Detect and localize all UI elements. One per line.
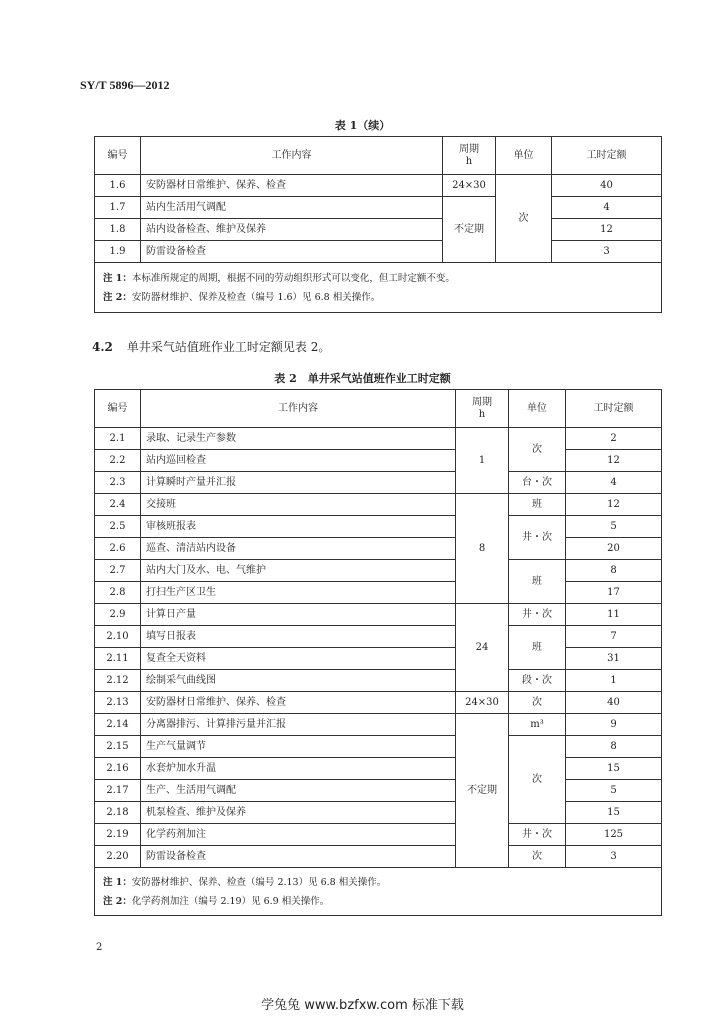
table-row [95, 241, 662, 263]
row-period: 24 [456, 604, 509, 692]
row-quota: 4 [552, 197, 662, 219]
row-unit: m³ [509, 714, 566, 736]
header-id: 编号 [95, 137, 141, 175]
row-unit: 次 [509, 428, 566, 472]
row-id: 2.15 [95, 736, 141, 758]
row-quota: 5 [566, 516, 662, 538]
row-content: 生产气量调节 [141, 736, 456, 758]
row-quota: 125 [566, 824, 662, 846]
row-quota: 31 [566, 648, 662, 670]
row-unit: 次 [509, 736, 566, 824]
row-id: 2.6 [95, 538, 141, 560]
table-row [95, 736, 662, 758]
header-period: 周期 h [443, 137, 496, 175]
table-row [95, 538, 662, 560]
row-id: 1.8 [95, 219, 141, 241]
table-row [95, 428, 662, 450]
row-unit: 班 [509, 560, 566, 604]
table-row [95, 780, 662, 802]
row-id: 2.13 [95, 692, 141, 714]
table-row [95, 846, 662, 868]
row-quota: 12 [552, 219, 662, 241]
table1 [94, 136, 662, 313]
table-row [95, 648, 662, 670]
table-header-row [95, 390, 662, 428]
row-unit: 段・次 [509, 670, 566, 692]
row-id: 2.5 [95, 516, 141, 538]
row-id: 2.9 [95, 604, 141, 626]
row-quota: 12 [566, 450, 662, 472]
row-content: 绘制采气曲线图 [141, 670, 456, 692]
row-quota: 20 [566, 538, 662, 560]
table-row [95, 450, 662, 472]
row-content: 站内设备检查、维护及保养 [141, 219, 443, 241]
row-content: 填写日报表 [141, 626, 456, 648]
header-unit: 单位 [509, 390, 566, 428]
note-1: 注 1：安防器材维护、保养、检查（编号 2.13）见 6.8 相关操作。 [103, 876, 387, 888]
table-row [95, 758, 662, 780]
row-period: 1 [456, 428, 509, 494]
table-row [95, 197, 662, 219]
table-row [95, 604, 662, 626]
row-unit: 次 [509, 692, 566, 714]
row-period: 24×30 [456, 692, 509, 714]
row-id: 2.19 [95, 824, 141, 846]
row-quota: 3 [552, 241, 662, 263]
section-number: 4.2 [92, 340, 113, 354]
row-period: 8 [456, 494, 509, 604]
row-content: 安防器材日常维护、保养、检查 [141, 175, 443, 197]
row-content: 交接班 [141, 494, 456, 516]
row-quota: 17 [566, 582, 662, 604]
row-period: 不定期 [456, 714, 509, 868]
table1-caption: 表 1（续） [334, 119, 391, 132]
row-quota: 7 [566, 626, 662, 648]
row-quota: 8 [566, 736, 662, 758]
table-row [95, 175, 662, 197]
row-unit: 班 [509, 626, 566, 670]
row-id: 2.16 [95, 758, 141, 780]
row-quota: 9 [566, 714, 662, 736]
row-unit: 井・次 [509, 516, 566, 560]
row-content: 计算瞬时产量并汇报 [141, 472, 456, 494]
row-quota: 15 [566, 802, 662, 824]
row-unit: 台・次 [509, 472, 566, 494]
row-quota: 1 [566, 670, 662, 692]
row-quota: 3 [566, 846, 662, 868]
row-content: 生产、生活用气调配 [141, 780, 456, 802]
row-id: 2.3 [95, 472, 141, 494]
header-content: 工作内容 [141, 390, 456, 428]
row-content: 防雷设备检查 [141, 241, 443, 263]
notes-cell [95, 868, 662, 916]
header-quota: 工时定额 [566, 390, 662, 428]
row-content: 机泵检查、维护及保养 [141, 802, 456, 824]
row-content: 复查全天资料 [141, 648, 456, 670]
row-content: 站内大门及水、电、气维护 [141, 560, 456, 582]
table-row [95, 560, 662, 582]
header-id: 编号 [95, 390, 141, 428]
table2 [94, 389, 662, 916]
table-row [95, 219, 662, 241]
row-id: 2.2 [95, 450, 141, 472]
table2-notes [95, 868, 662, 916]
row-unit: 次 [496, 175, 552, 263]
row-id: 2.7 [95, 560, 141, 582]
row-unit: 井・次 [509, 604, 566, 626]
row-content: 审核班报表 [141, 516, 456, 538]
row-id: 2.18 [95, 802, 141, 824]
row-content: 打扫生产区卫生 [141, 582, 456, 604]
row-id: 2.17 [95, 780, 141, 802]
table-row [95, 626, 662, 648]
row-content: 巡查、清洁站内设备 [141, 538, 456, 560]
row-unit: 班 [509, 494, 566, 516]
table-row [95, 582, 662, 604]
row-content: 水套炉加水升温 [141, 758, 456, 780]
row-id: 2.14 [95, 714, 141, 736]
table-row [95, 692, 662, 714]
row-unit: 井・次 [509, 824, 566, 846]
row-content: 防雷设备检查 [141, 846, 456, 868]
row-content: 分离器排污、计算排污量并汇报 [141, 714, 456, 736]
section-4-2 [92, 338, 330, 355]
row-id: 2.4 [95, 494, 141, 516]
table-row [95, 802, 662, 824]
row-quota: 15 [566, 758, 662, 780]
table-row [95, 516, 662, 538]
row-id: 2.1 [95, 428, 141, 450]
table1-notes [95, 263, 662, 313]
footer-watermark: 学兔兔 www.bzfxw.com 标准下载 [261, 998, 464, 1013]
row-quota: 40 [566, 692, 662, 714]
header-content: 工作内容 [141, 137, 443, 175]
row-id: 2.11 [95, 648, 141, 670]
row-period: 不定期 [443, 197, 496, 263]
row-quota: 4 [566, 472, 662, 494]
row-unit: 次 [509, 846, 566, 868]
note-2: 注 2：安防器材维护、保养及检查（编号 1.6）见 6.8 相关操作。 [103, 291, 381, 303]
row-quota: 5 [566, 780, 662, 802]
row-content: 站内生活用气调配 [141, 197, 443, 219]
table-row [95, 472, 662, 494]
row-id: 1.9 [95, 241, 141, 263]
header-quota: 工时定额 [552, 137, 662, 175]
note-1: 注 1：本标准所规定的周期，根据不同的劳动组织形式可以变化，但工时定额不变。 [103, 272, 455, 284]
table-header-row [95, 137, 662, 175]
row-quota: 8 [566, 560, 662, 582]
row-content: 录取、记录生产参数 [141, 428, 456, 450]
table2-caption: 表 2 单井采气站值班作业工时定额 [274, 372, 451, 385]
row-quota: 11 [566, 604, 662, 626]
row-id: 1.7 [95, 197, 141, 219]
notes-cell [95, 263, 662, 313]
row-id: 1.6 [95, 175, 141, 197]
row-content: 站内巡回检查 [141, 450, 456, 472]
row-quota: 12 [566, 494, 662, 516]
table-row [95, 824, 662, 846]
header-unit: 单位 [496, 137, 552, 175]
table-row [95, 494, 662, 516]
row-id: 2.12 [95, 670, 141, 692]
table-row [95, 670, 662, 692]
row-id: 2.10 [95, 626, 141, 648]
table-row [95, 714, 662, 736]
header-period: 周期 h [456, 390, 509, 428]
note-2: 注 2：化学药剂加注（编号 2.19）见 6.9 相关操作。 [103, 895, 330, 907]
row-period: 24×30 [443, 175, 496, 197]
row-content: 计算日产量 [141, 604, 456, 626]
row-id: 2.8 [95, 582, 141, 604]
row-content: 化学药剂加注 [141, 824, 456, 846]
row-quota: 2 [566, 428, 662, 450]
page-number: 2 [96, 942, 103, 953]
row-quota: 40 [552, 175, 662, 197]
section-text: 单井采气站值班作业工时定额见表 2。 [126, 340, 331, 354]
standard-code: SY/T 5896—2012 [80, 78, 170, 92]
row-content: 安防器材日常维护、保养、检查 [141, 692, 456, 714]
row-id: 2.20 [95, 846, 141, 868]
